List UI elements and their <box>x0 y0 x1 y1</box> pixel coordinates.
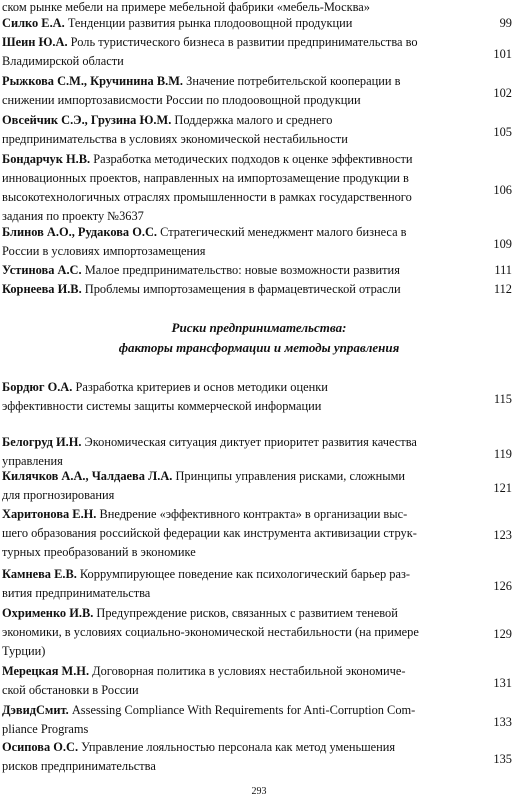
toc-entry-line: Шеин Ю.А. Роль туристического бизнеса в развитии предпринимательства во <box>2 35 418 49</box>
toc-entry-line: Владимирской области <box>2 54 124 68</box>
toc-entry-authors: Блинов А.О., Рудакова О.С. <box>2 225 157 239</box>
toc-entry-authors: Шеин Ю.А. <box>2 35 68 49</box>
toc-entry <box>2 280 480 299</box>
page-number: 293 <box>251 786 267 797</box>
toc-entry-authors: Бордюг О.А. <box>2 380 73 394</box>
section-heading-line-2: факторы трансформации и методы управления <box>118 340 400 355</box>
toc-entry-line: Килячков А.А., Чалдаева Л.А. Принципы управления рисками, сложными <box>2 469 406 483</box>
toc-entry <box>2 738 480 776</box>
toc-entry-line: турных преобразований в экономике <box>2 545 196 559</box>
toc-entry-line: эффективности системы защиты коммерческой информации <box>2 399 322 413</box>
toc-entry <box>2 261 480 280</box>
toc-entry-line: Корнеева И.В. Проблемы импортозамещения в фармацевтической отрасли <box>2 282 401 296</box>
toc-entry-line: снижении импортозависмости России по плодоовощной продукции <box>2 93 361 107</box>
toc-entry-line: Овсейчик С.Э., Грузина Ю.М. Поддержка малого и среднего <box>2 113 333 127</box>
toc-entry-page: 105 <box>493 124 512 139</box>
toc-entry-page: 121 <box>493 480 512 495</box>
toc-entry-page: 115 <box>493 391 512 406</box>
toc-entry-line: управления <box>2 454 63 468</box>
toc-entry-authors: Белогруд И.Н. <box>2 435 82 449</box>
toc-entry-authors: Килячков А.А., Чалдаева Л.А. <box>2 469 173 483</box>
toc-entry-line: задания по проекту №3637 <box>2 209 144 223</box>
toc-entry-page: 135 <box>493 751 512 766</box>
toc-entry <box>2 223 480 261</box>
toc-entry-authors: Камнева Е.В. <box>2 567 77 581</box>
toc-entry-line: Устинова А.С. Малое предпринимательство: новые возможности развития <box>2 263 400 277</box>
toc-entry <box>2 701 480 739</box>
toc-entry-line: предпринимательства в условиях экономической нестабильности <box>2 132 348 146</box>
toc-entry-line: Харитонова Е.Н. Внедрение «эффективного контракта» в организации выс- <box>2 507 408 521</box>
toc-entry <box>2 662 480 700</box>
toc-entry-authors: Мерецкая М.Н. <box>2 664 90 678</box>
toc-entry-authors: Устинова А.С. <box>2 263 82 277</box>
toc-entry-page: 111 <box>494 263 512 277</box>
toc-entry-page: 109 <box>493 236 512 251</box>
toc-entry-page: 101 <box>493 46 512 61</box>
toc-entry <box>2 14 480 33</box>
toc-entry-page: 102 <box>493 85 512 100</box>
toc-entry <box>2 378 480 416</box>
toc-entry-authors: Охрименко И.В. <box>2 606 94 620</box>
toc-entry-page: 133 <box>493 714 512 729</box>
toc-entry-line: Блинов А.О., Рудакова О.С. Стратегический менеджмент малого бизнеса в <box>2 225 407 239</box>
toc-entry <box>2 467 480 505</box>
toc-entry-page: 106 <box>493 182 512 197</box>
toc-entry-page: 129 <box>493 627 512 642</box>
toc-entry-line: ДэвидСмит. Assessing Compliance With Requirements for Anti-Corruption Com- <box>2 703 416 717</box>
toc-entry-page: 112 <box>493 282 512 296</box>
toc-entry <box>2 604 480 661</box>
toc-entry-page: 99 <box>499 16 512 30</box>
toc-entry-line: вития предпринимательства <box>2 586 151 600</box>
toc-entry-line: экономики, в условиях социально-экономической нестабильности (на примере <box>2 625 419 639</box>
toc-entry-line: Мерецкая М.Н. Договорная политика в условиях нестабильной экономиче- <box>2 664 406 678</box>
toc-entry-line: Белогруд И.Н. Экономическая ситуация диктует приоритет развития качества <box>2 435 417 449</box>
toc-entry-page: 131 <box>493 675 512 690</box>
toc-entry-authors: Харитонова Е.Н. <box>2 507 97 521</box>
toc-entry <box>2 505 480 562</box>
toc-entry-line: Турции) <box>2 644 46 658</box>
toc-entry-authors: Корнеева И.В. <box>2 282 82 296</box>
toc-entry-continuation: ском рынке мебели на примере мебельной фабрики «мебель-Москва» <box>2 0 370 14</box>
toc-entry-authors: Овсейчик С.Э., Грузина Ю.М. <box>2 113 172 127</box>
toc-entry-line: Рыжкова С.М., Кручинина В.М. Значение потребительской кооперации в <box>2 74 401 88</box>
toc-entry-authors: Силко Е.А. <box>2 16 65 30</box>
toc-entry-line: инновационных проектов, направленных на импортозамещение продукции в <box>2 171 409 185</box>
toc-entry-line: Охрименко И.В. Предупреждение рисков, связанных с развитием теневой <box>2 606 398 620</box>
toc-entry-line: Бондарчук Н.В. Разработка методических подходов к оценке эффективности <box>2 152 413 166</box>
toc-entry-line: Бордюг О.А. Разработка критериев и основ методики оценки <box>2 380 328 394</box>
section-heading-line-1: Риски предпринимательства: <box>171 320 347 335</box>
toc-entry-line: Осипова О.С. Управление лояльностью персонала как метод уменьшения <box>2 740 396 754</box>
toc-entry-page: 119 <box>493 446 512 461</box>
toc-entry-authors: ДэвидСмит. <box>2 703 69 717</box>
toc-entry-line: ской обстановки в России <box>2 683 139 697</box>
toc-entry-line: шего образования российской федерации как инструмента активизации струк- <box>2 526 417 540</box>
toc-entry-line: рисков предпринимательства <box>2 759 156 773</box>
toc-entry-page: 126 <box>493 578 512 593</box>
toc-entry-line: России в условиях импортозамещения <box>2 244 206 258</box>
toc-entry-line: Силко Е.А. Тенденции развития рынка плодоовощной продукции <box>2 16 353 30</box>
toc-entry-line: pliance Programs <box>2 722 89 736</box>
toc-entry-page: 123 <box>493 528 512 543</box>
toc-entry <box>2 72 480 110</box>
section-heading <box>0 318 518 358</box>
toc-entry-authors: Рыжкова С.М., Кручинина В.М. <box>2 74 184 88</box>
toc-entry-line: высокотехнологичных отраслях промышленности в рамках государственного <box>2 190 412 204</box>
toc-entry-line: Камнева Е.В. Коррумпирующее поведение как психологический барьер раз- <box>2 567 410 581</box>
toc-entry <box>2 33 480 71</box>
toc-entry-authors: Осипова О.С. <box>2 740 79 754</box>
toc-entry <box>2 150 480 226</box>
toc-entry <box>2 565 480 603</box>
toc-entry <box>2 433 480 471</box>
toc-entry <box>2 111 480 149</box>
toc-entry-line: для прогнозирования <box>2 488 115 502</box>
toc-entry-authors: Бондарчук Н.В. <box>2 152 91 166</box>
